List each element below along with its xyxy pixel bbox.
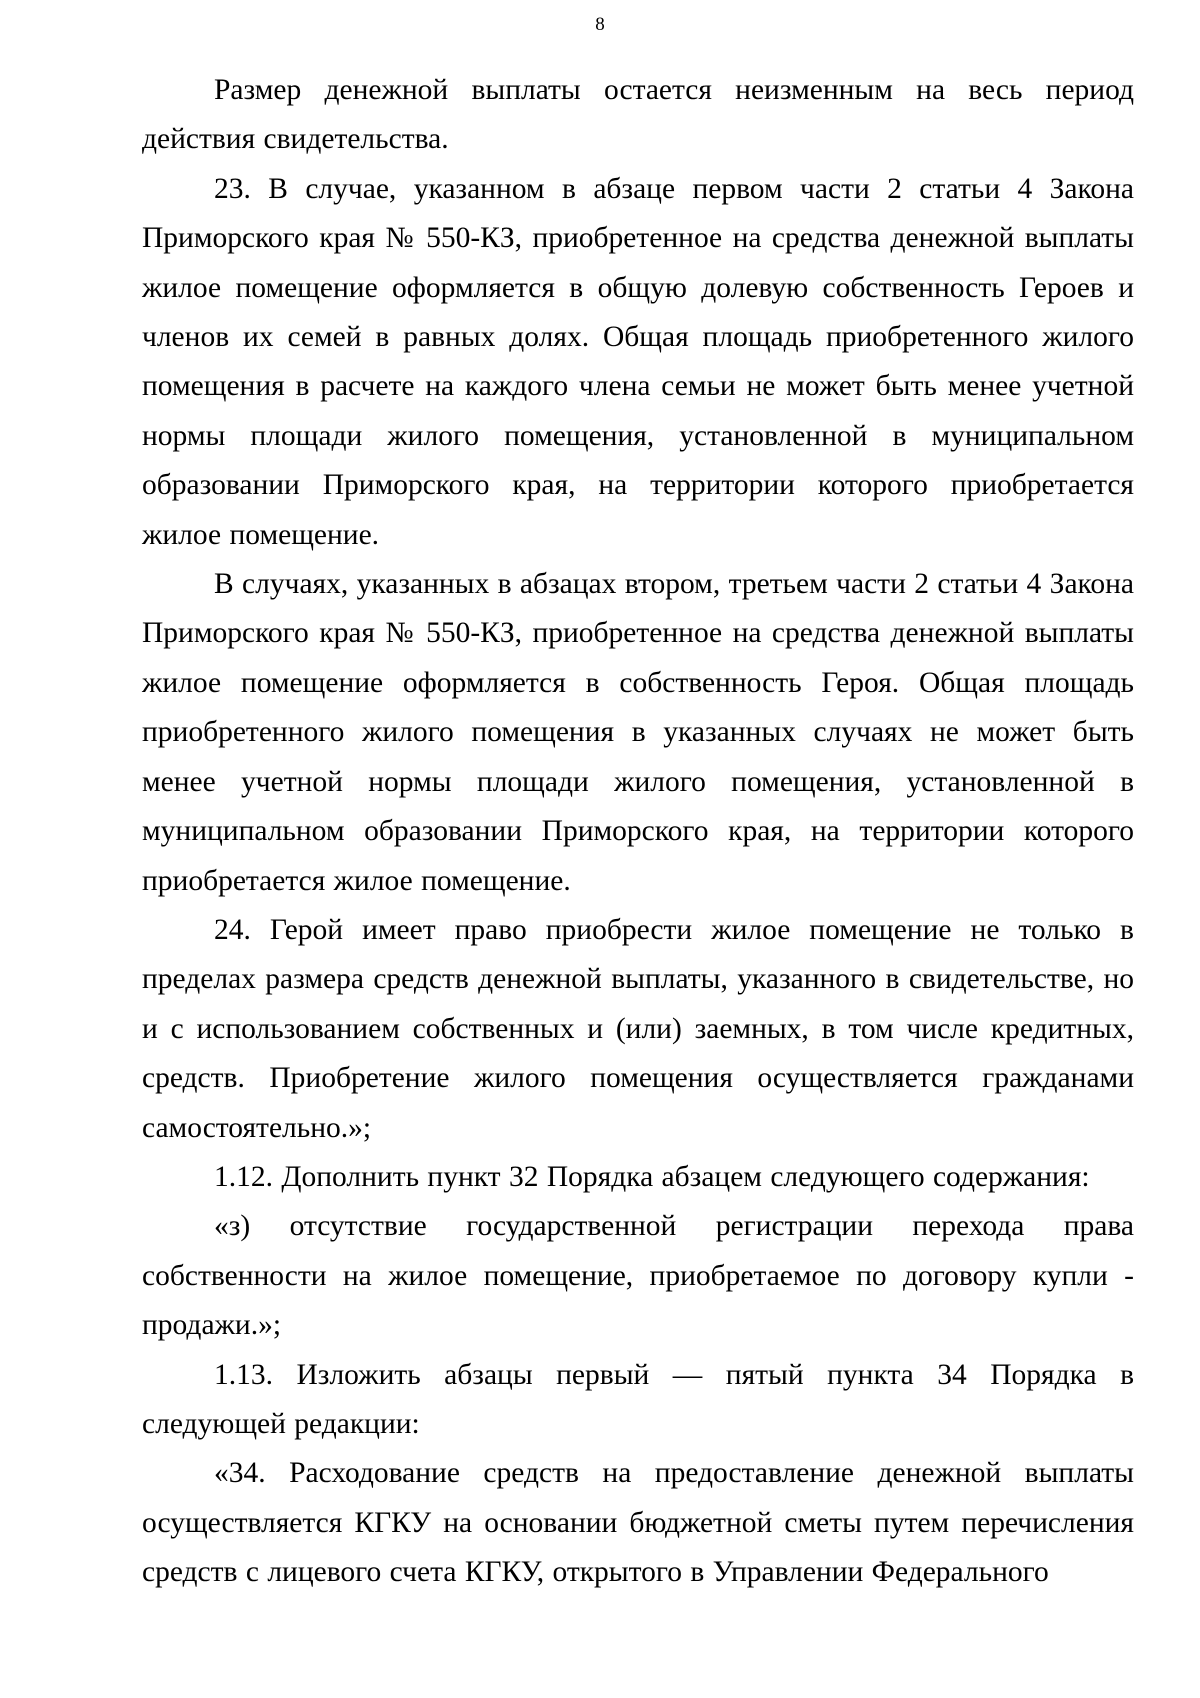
paragraph-item-34: «34. Расходование средств на предоставление денежной выплаты осуществляется КГКУ на основании бюджетной сметы путем перечисления средств с лицевого счета КГКУ, открытого в Управлении Федерального bbox=[142, 1457, 1134, 1589]
paragraph-subitem-z: «з) отсутствие государственной регистрации перехода права собственности на жилое помещение, приобретаемое по договору купли - продажи.»; bbox=[142, 1210, 1134, 1342]
paragraph-item-23-cases: В случаях, указанных в абзацах втором, третьем части 2 статьи 4 Закона Приморского края № 550-КЗ, приобретенное на средства денежной выплаты жилое помещение оформляется в собственность Героя. Общая площадь приобретенного жилого помещения в указанных случаях не может быть менее учетной нормы площади жилого помещения, установленной в муниципальном образовании Приморского края, на территории которого приобретается жилое помещение. bbox=[142, 568, 1134, 897]
paragraph-amendment-1-12: 1.12. Дополнить пункт 32 Порядка абзацем следующего содержания: bbox=[214, 1160, 1090, 1193]
document-body bbox=[142, 66, 1134, 1598]
page-number: 8 bbox=[595, 14, 605, 35]
paragraph-item-24: 24. Герой имеет право приобрести жилое помещение не только в пределах размера средств денежной выплаты, указанного в свидетельстве, но и с использованием собственных и (или) заемных, в том числе кредитных, средств. Приобретение жилого помещения осуществляется гражданами самостоятельно.»; bbox=[142, 913, 1134, 1144]
paragraph-amendment-1-13: 1.13. Изложить абзацы первый — пятый пункта 34 Порядка в следующей редакции: bbox=[142, 1358, 1134, 1440]
paragraph-payment-size: Размер денежной выплаты остается неизменным на весь период действия свидетельства. bbox=[142, 74, 1134, 156]
paragraph-item-23: 23. В случае, указанном в абзаце первом части 2 статьи 4 Закона Приморского края № 550-КЗ, приобретенное на средства денежной выплаты жилое помещение оформляется в общую долевую собственность Героев и членов их семей в равных долях. Общая площадь приобретенного жилого помещения в расчете на каждого члена семьи не может быть менее учетной нормы площади жилого помещения, установленной в муниципальном образовании Приморского края, на территории которого приобретается жилое помещение. bbox=[142, 172, 1134, 551]
